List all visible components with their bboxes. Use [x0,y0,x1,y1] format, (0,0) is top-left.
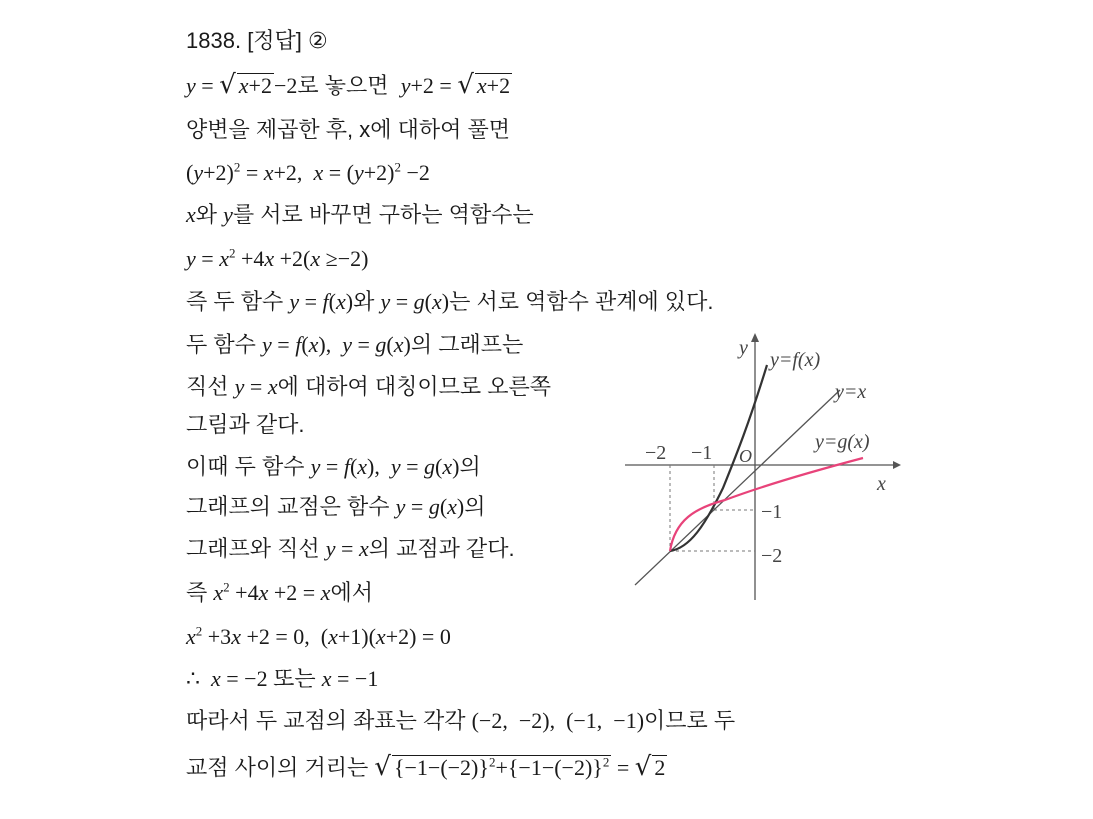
problem-number: 1838. [186,28,242,53]
label-g: y=g(x) [815,431,870,453]
label-yx: y=x [835,381,867,403]
line-17-a: 따라서 두 교점의 좌표는 각각 [186,708,466,733]
y-axis-arrow [751,333,759,342]
line-6: $y = x^2 +4x +2(x \ge-2)$ [186,245,369,271]
line-17: 따라서 두 교점의 좌표는 각각 (−2, −2), (−1, −1)이므로 두 [186,708,736,733]
line-13-b: 의 교점과 같다. [368,536,515,561]
line-11-b: 의 [459,454,481,479]
line-y-eq-x [635,390,840,585]
line-2: y = √ x+2−2로 놓으면 y+2 = √ x+2 [186,70,511,100]
line-5-a: 와 [195,202,218,227]
line-11: 이때 두 함수 y = f(x), y = g(x)의 [186,454,481,479]
line-18: 교점 사이의 거리는 √ $\{-1-(-2)\}^2+\{-1-(-2)\}^2$ = √ 2 [186,752,666,782]
tick-xm2: −2 [645,442,667,464]
line-15: $x^2 +3x +2 = 0$, (x+1)(x+2) = 0 [186,623,451,649]
line-7: 즉 두 함수 y = f(x)와 y = g(x)는 서로 역함수 관계에 있다. [186,289,714,314]
line-16: ∴ x = −2 또는 x = −1 [186,666,379,691]
line-16-mid: 또는 [273,666,316,691]
problem-header [186,26,328,56]
line-5-b: 를 서로 바꾸면 구하는 역함수는 [232,202,534,227]
line-4: $(y+2)^2 = x+2$, $x = (y+2)^2 -2$ [186,159,430,185]
line-10: 그림과 같다. [186,412,305,437]
curve-f [670,365,767,551]
label-f: y=f(x) [770,349,821,371]
line-12: 그래프의 교점은 함수 y = g(x)의 [186,494,486,519]
line-3: 양변을 제곱한 후, x에 대하여 풀면 [186,117,510,142]
x-axis-label: x [877,473,886,495]
y-axis-label: y [739,337,748,359]
x-axis-arrow [893,461,901,469]
line-11-a: 이때 두 함수 [186,454,305,479]
label-origin: O [739,446,752,466]
line-17-b: 이므로 두 [644,708,736,733]
line-9-a: 직선 [186,374,229,399]
line-13: 그래프와 직선 y = x의 교점과 같다. [186,536,515,561]
tick-ym1: −1 [761,501,783,523]
line-5: x와 y를 서로 바꾸면 구하는 역함수는 [186,202,534,227]
line-7-a: 즉 두 함수 [186,289,284,314]
tick-xm1: −1 [691,442,713,464]
line-12-a: 그래프의 교점은 함수 [186,494,390,519]
line-14-b: 에서 [330,580,373,605]
answer-tag: [정답] ② [247,28,328,53]
line-13-a: 그래프와 직선 [186,536,320,561]
line-8-a: 두 함수 [186,332,256,357]
line-2-text: 로 놓으면 [297,73,389,98]
line-14: 즉 $x^2 +4x +2 = x$에서 [186,579,373,605]
line-8-b: 의 그래프는 [410,332,524,357]
line-8: 두 함수 y = f(x), y = g(x)의 그래프는 [186,332,524,357]
line-7-b: 와 [353,289,375,314]
line-18-a: 교점 사이의 거리는 [186,755,369,780]
line-7-c: 는 서로 역함수 관계에 있다. [449,289,714,314]
tick-ym2: −2 [761,545,783,567]
line-9-b: 에 대하여 대칭이므로 오른쪽 [277,374,551,399]
inverse-function-graph [615,320,915,610]
line-12-b: 의 [464,494,486,519]
line-14-a: 즉 [186,580,208,605]
line-9: 직선 y = x에 대하여 대칭이므로 오른쪽 [186,374,551,399]
